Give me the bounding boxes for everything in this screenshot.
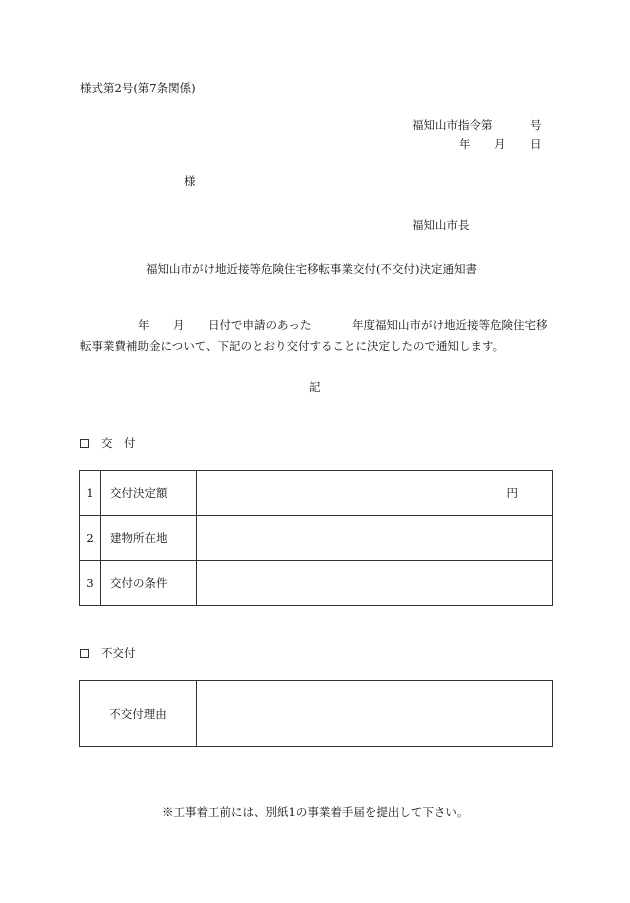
nongrant-checkbox[interactable] [80, 649, 89, 658]
date-month: 月 [494, 137, 506, 151]
grant-table [79, 470, 553, 606]
directive-suffix: 号 [530, 118, 542, 132]
body-line1-year: 年 [138, 318, 150, 332]
row-label: 交付決定額 [101, 471, 197, 516]
grant-heading [80, 438, 136, 450]
recipient-suffix: 様 [184, 174, 196, 188]
date-year: 年 [459, 137, 471, 151]
row-label: 建物所在地 [101, 516, 197, 561]
row-number: 1 [80, 471, 101, 516]
building-location-field[interactable] [197, 516, 553, 561]
nongrant-table [79, 680, 553, 747]
footer-note: ※工事着工前には、別紙1の事業着手届を提出して下さい。 [162, 805, 469, 819]
table-row [80, 561, 553, 606]
row-number: 3 [80, 561, 101, 606]
grant-checkbox[interactable] [80, 439, 89, 448]
grant-heading-label: 交 付 [101, 436, 136, 450]
date-day: 日 [530, 137, 542, 151]
form-number: 様式第2号(第7条関係) [80, 81, 196, 95]
nongrant-reason-label: 不交付理由 [80, 681, 197, 747]
nongrant-reason-field[interactable] [197, 681, 553, 747]
table-row [80, 516, 553, 561]
body-line2: 転事業費補助金について、下記のとおり交付することに決定したので通知します。 [80, 339, 505, 353]
body-line1-month: 月 [173, 318, 185, 332]
issuer: 福知山市長 [412, 218, 470, 232]
row-label: 交付の条件 [101, 561, 197, 606]
nongrant-heading [80, 648, 136, 660]
nongrant-heading-label: 不交付 [101, 646, 136, 660]
grant-conditions-field[interactable] [197, 561, 553, 606]
directive-prefix: 福知山市指令第 [412, 118, 493, 132]
document-title: 福知山市がけ地近接等危険住宅移転事業交付(不交付)決定通知書 [146, 262, 477, 276]
table-row [80, 681, 553, 747]
body-line1-end: 年度福知山市がけ地近接等危険住宅移 [352, 318, 548, 332]
body-line1-mid: 日付で申請のあった [208, 318, 312, 332]
table-row [80, 471, 553, 516]
grant-amount-field[interactable]: 円 [197, 471, 553, 516]
ki-mark: 記 [309, 380, 321, 394]
row-number: 2 [80, 516, 101, 561]
